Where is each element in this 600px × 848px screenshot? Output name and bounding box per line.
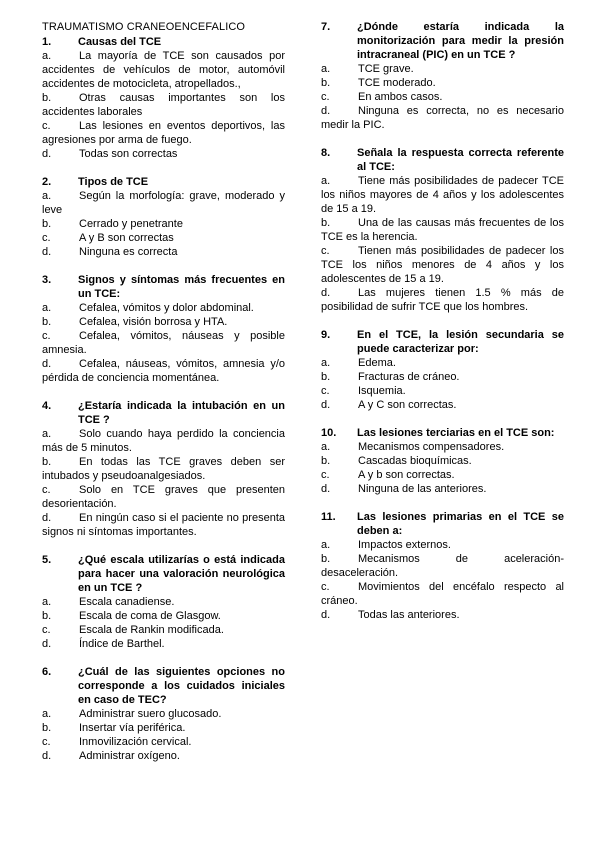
option-letter: a. [42,596,52,608]
question-number: 4. [42,400,52,412]
question-text: En el TCE, la lesión secundaria se puede caracterizar por: [357,329,564,355]
answer-option [42,147,285,161]
option-text: Otras causas importantes son los accidentes laborales [42,92,285,118]
option-text: Mecanismos de aceleración-desaceleración. [321,553,564,579]
option-text: Cefalea, visión borrosa y HTA. [79,316,228,328]
question-number: 1. [42,36,52,48]
answer-option [321,286,564,314]
question-heading [42,175,285,189]
question-text: Causas del TCE [78,36,162,48]
option-text: Isquemia. [358,385,406,397]
answer-option [321,454,564,468]
option-text: En ningún caso si el paciente no presenta signos ni síntomas importantes. [42,512,285,538]
option-text: Insertar vía periférica. [79,722,186,734]
answer-option [42,301,285,315]
answer-option [42,609,285,623]
option-text: Cefalea, vómitos, náuseas y posible amnesia. [42,330,285,356]
option-letter: b. [42,218,52,230]
answer-option [42,595,285,609]
answer-option [321,538,564,552]
option-text: TCE grave. [358,63,414,75]
answer-option [321,90,564,104]
answer-option [42,189,285,217]
option-letter: b. [42,316,52,328]
answer-option [321,384,564,398]
option-letter: d. [42,638,52,650]
option-letter: c. [42,330,51,342]
answer-option [42,357,285,385]
question-heading [321,20,564,62]
question-heading [321,146,564,174]
option-text: Tiene más posibilidades de padecer TCE los niños mayores de 4 años y los adolescentes de 15 a 19. [321,175,564,215]
option-text: La mayoría de TCE son causados por accidentes de vehículos de motor, automóvil accidentes de motocicleta, atropellados., [42,50,285,90]
option-text: Las lesiones en eventos deportivos, las agresiones por arma de fuego. [42,120,285,146]
option-letter: b. [42,456,52,468]
question-number: 9. [321,329,331,341]
option-text: Una de las causas más frecuentes de los TCE es la herencia. [321,217,564,243]
answer-option [321,216,564,244]
option-letter: d. [321,287,331,299]
option-letter: a. [321,357,331,369]
question-text: Tipos de TCE [78,176,149,188]
option-text: A y B son correctas [79,232,174,244]
option-text: TCE moderado. [358,77,436,89]
document-title: TRAUMATISMO CRANEOENCEFALICO [42,21,246,33]
option-letter: c. [42,232,51,244]
question-number: 3. [42,274,52,286]
answer-option [321,552,564,580]
question-text: Signos y síntomas más frecuentes en un TCE: [78,274,285,300]
answer-option [321,440,564,454]
option-letter: b. [321,77,331,89]
answer-option [42,217,285,231]
option-letter: c. [42,484,51,496]
option-letter: a. [42,302,52,314]
answer-option [321,62,564,76]
option-text: Índice de Barthel. [79,638,165,650]
option-text: Cefalea, náuseas, vómitos, amnesia y/o pérdida de conciencia momentánea. [42,358,285,384]
option-letter: a. [42,50,52,62]
question-heading [42,553,285,595]
option-letter: c. [42,736,51,748]
question-number: 2. [42,176,52,188]
answer-option [42,623,285,637]
option-letter: a. [42,190,52,202]
answer-option [321,174,564,216]
option-text: A y C son correctas. [358,399,457,411]
option-text: Escala de Rankin modificada. [79,624,224,636]
left-column [42,20,285,777]
question-text: ¿Dónde estaría indicada la monitorización para medir la presión intracraneal (PIC) en un TCE ? [357,21,564,61]
option-letter: d. [321,609,331,621]
option-letter: d. [321,399,331,411]
option-text: Todas las anteriores. [358,609,460,621]
option-letter: d. [42,148,52,160]
question-heading [42,35,285,49]
question-heading [42,273,285,301]
question-heading [321,328,564,356]
option-text: Según la morfología: grave, moderado y leve [42,190,285,216]
question-block [321,20,564,132]
option-text: Inmovilización cervical. [79,736,192,748]
option-letter: d. [42,512,52,524]
question-text: ¿Qué escala utilizarías o está indicada para hacer una valoración neurológica en un TCE ? [78,554,285,594]
answer-option [321,104,564,132]
answer-option [42,245,285,259]
option-text: En ambos casos. [358,91,443,103]
question-text: ¿Cuál de las siguientes opciones no corresponde a los cuidados iniciales en caso de TEC? [78,666,285,706]
option-text: Cerrado y penetrante [79,218,183,230]
option-text: Solo en TCE graves que presenten desorientación. [42,484,285,510]
option-text: Ninguna de las anteriores. [358,483,487,495]
option-text: Tienen más posibilidades de padecer los TCE los niños menores de 4 años y los adolescentes de 15 a 19. [321,245,564,285]
question-block [42,175,285,259]
question-text: ¿Estaría indicada la intubación en un TCE ? [78,400,285,426]
option-letter: a. [321,539,331,551]
question-heading [42,399,285,427]
option-letter: c. [42,120,51,132]
question-number: 10. [321,427,337,439]
option-text: Movimientos del encéfalo respecto al cráneo. [321,581,564,607]
answer-option [321,468,564,482]
answer-option [321,580,564,608]
question-text: Señala la respuesta correcta referente al TCE: [357,147,564,173]
answer-option [42,315,285,329]
question-heading [321,426,564,440]
question-number: 11. [321,511,336,523]
option-letter: c. [321,385,330,397]
option-text: Todas son correctas [79,148,178,160]
question-number: 7. [321,21,331,33]
option-text: Fracturas de cráneo. [358,371,460,383]
option-letter: b. [321,217,331,229]
question-block [321,146,564,314]
option-text: Cefalea, vómitos y dolor abdominal. [79,302,254,314]
option-text: Ninguna es correcta [79,246,178,258]
option-letter: a. [321,441,331,453]
option-letter: a. [321,175,331,187]
answer-option [42,749,285,763]
question-heading [321,510,564,538]
question-block [42,35,285,161]
question-number: 5. [42,554,52,566]
option-letter: d. [42,246,52,258]
question-block [321,510,564,622]
option-letter: b. [321,553,331,565]
option-text: Impactos externos. [358,539,451,551]
option-letter: d. [42,750,52,762]
question-block [321,426,564,496]
option-letter: b. [321,455,331,467]
answer-option [42,427,285,455]
question-block [42,665,285,763]
option-text: Administrar suero glucosado. [79,708,222,720]
option-letter: d. [321,105,331,117]
option-text: Cascadas bioquímicas. [358,455,472,467]
answer-option [321,244,564,286]
option-letter: c. [321,91,330,103]
answer-option [321,398,564,412]
option-text: Edema. [358,357,396,369]
question-block [321,328,564,412]
option-letter: c. [321,245,330,257]
question-block [42,553,285,651]
option-text: Ninguna es correcta, no es necesario medir la PIC. [321,105,564,131]
option-letter: c. [42,624,51,636]
answer-option [42,707,285,721]
option-letter: b. [42,92,52,104]
answer-option [321,356,564,370]
answer-option [42,231,285,245]
answer-option [42,483,285,511]
option-letter: d. [42,358,52,370]
answer-option [321,608,564,622]
option-text: Escala de coma de Glasgow. [79,610,221,622]
option-text: Mecanismos compensadores. [358,441,505,453]
option-letter: c. [321,469,330,481]
option-letter: a. [321,63,331,75]
option-letter: b. [42,610,52,622]
option-text: En todas las TCE graves deben ser intubados y pseudoanalgesiados. [42,456,285,482]
answer-option [42,637,285,651]
option-text: Solo cuando haya perdido la conciencia más de 5 minutos. [42,428,285,454]
answer-option [42,91,285,119]
option-letter: c. [321,581,330,593]
question-number: 6. [42,666,52,678]
option-letter: b. [42,722,52,734]
answer-option [321,370,564,384]
option-letter: a. [42,708,52,720]
question-heading [42,665,285,707]
option-text: A y b son correctas. [358,469,455,481]
question-number: 8. [321,147,331,159]
answer-option [42,735,285,749]
answer-option [42,511,285,539]
answer-option [42,119,285,147]
option-text: Escala canadiense. [79,596,175,608]
question-block [42,399,285,539]
question-text: Las lesiones terciarias en el TCE son: [357,427,555,439]
option-letter: b. [321,371,331,383]
option-text: Administrar oxígeno. [79,750,180,762]
right-column [321,20,564,636]
answer-option [42,721,285,735]
option-letter: a. [42,428,52,440]
answer-option [321,76,564,90]
question-text: Las lesiones primarias en el TCE se deben a: [357,511,564,537]
option-text: Las mujeres tienen 1.5 % más de posibilidad de sufrir TCE que los hombres. [321,287,564,313]
answer-option [42,455,285,483]
option-letter: d. [321,483,331,495]
answer-option [321,482,564,496]
answer-option [42,329,285,357]
answer-option [42,49,285,91]
question-block [42,273,285,385]
